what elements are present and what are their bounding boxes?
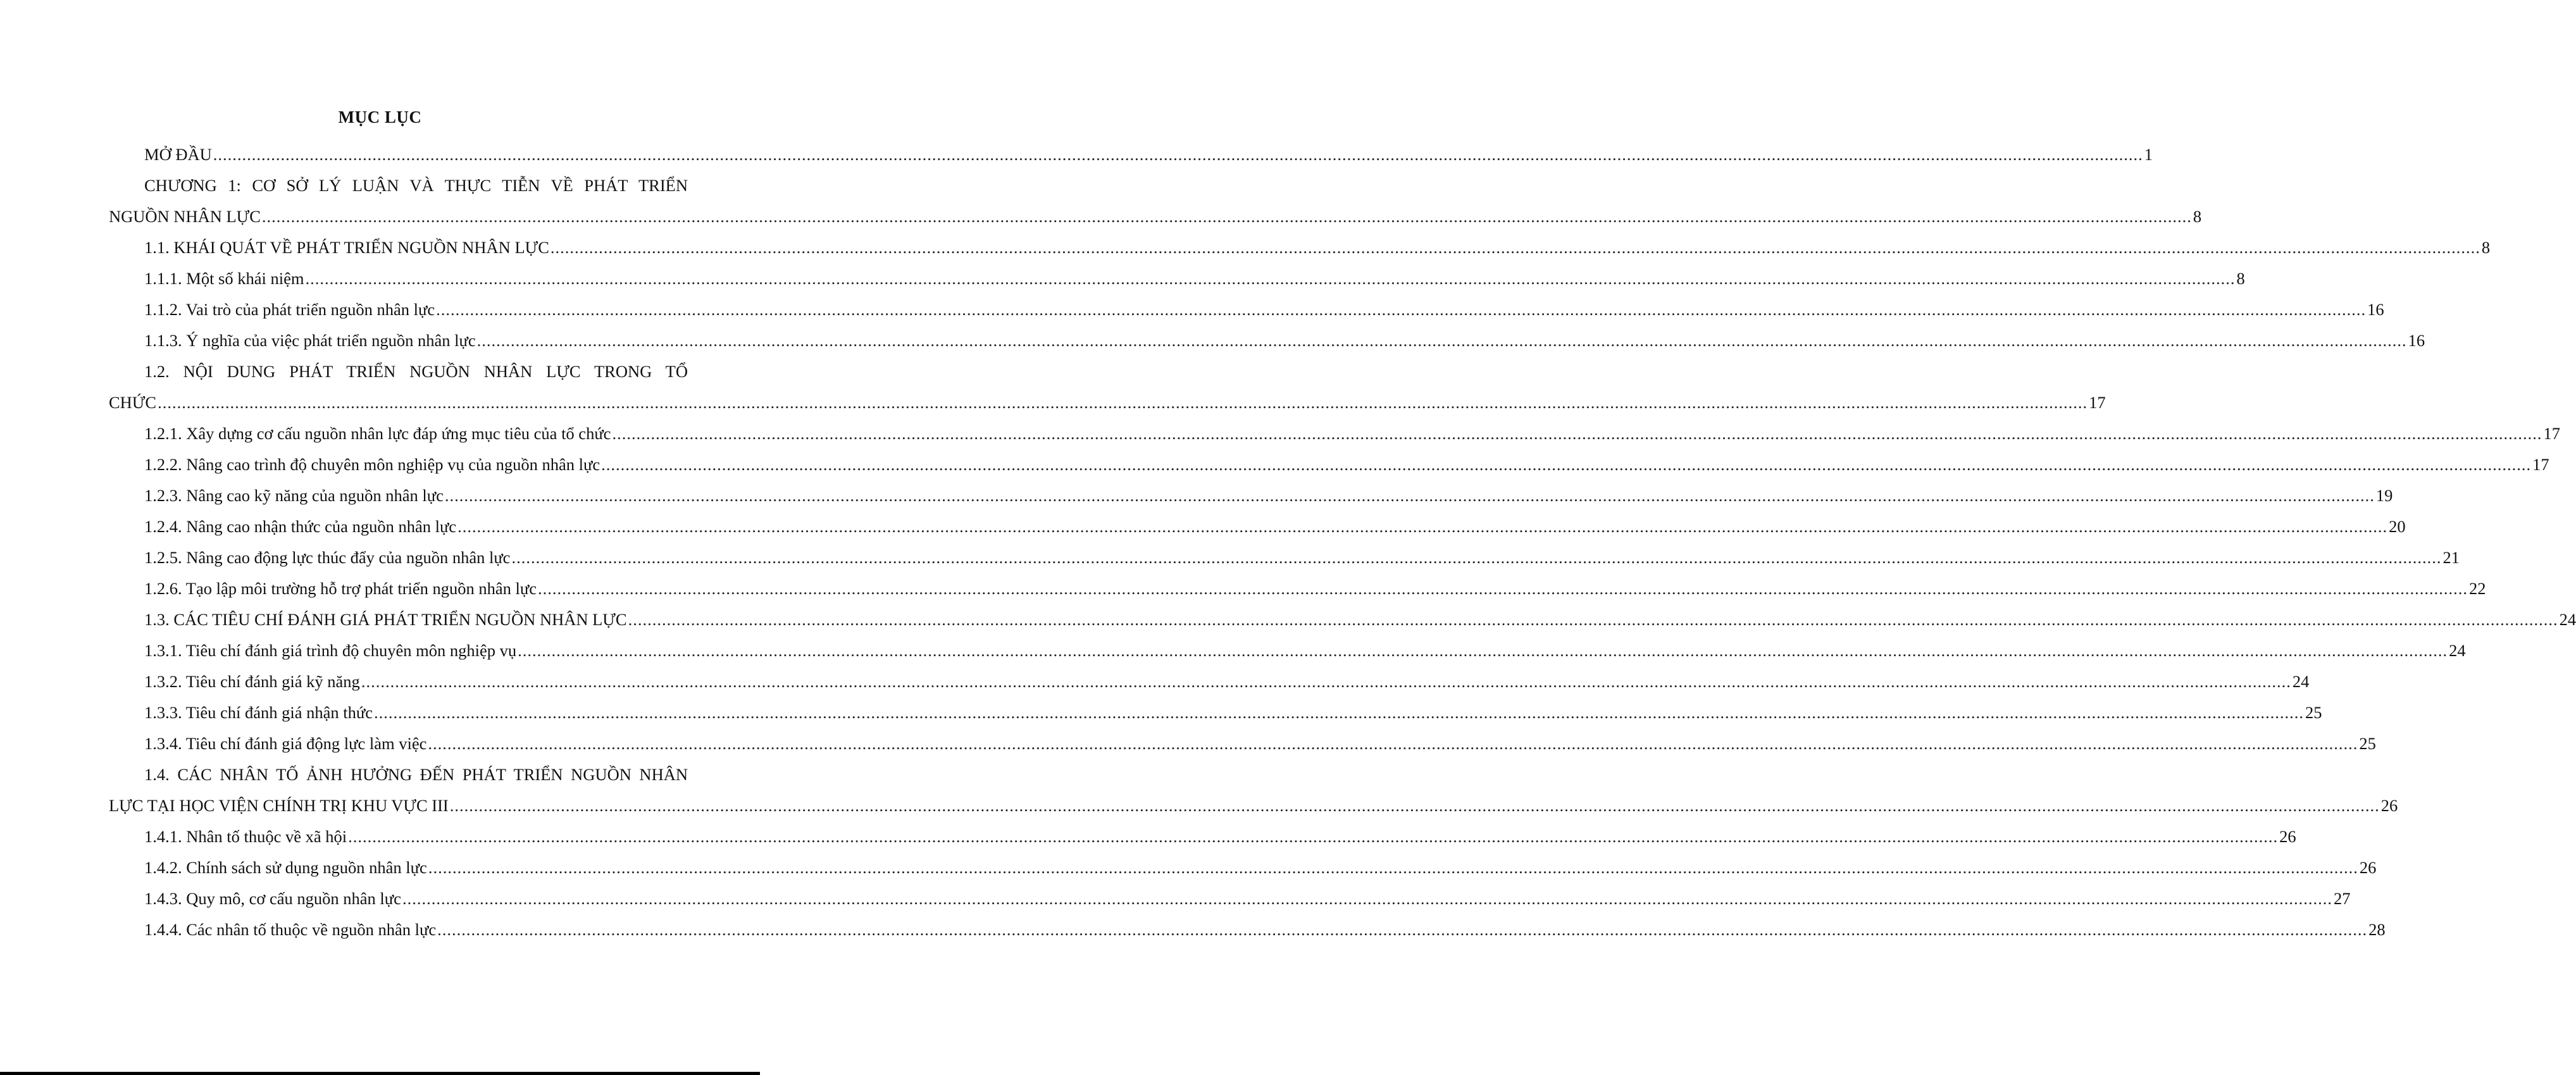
toc-leader-dots: ................................................................................................................................................................................................................................................................................................................................................................................................................: [436, 300, 2367, 319]
toc-entry[interactable]: [127, 604, 2576, 635]
toc-leader-dots: ................................................................................................................................................................................................................................................................................................................................................................................................................: [361, 672, 2291, 691]
toc-entry-label: 1.3.1. Tiêu chí đánh giá trình độ chuyên môn nghiệp vụ: [144, 641, 517, 660]
toc-entry-label: NGUỒN NHÂN LỰC: [109, 207, 261, 226]
toc-entry[interactable]: [127, 139, 2153, 170]
toc-entry[interactable]: [127, 728, 2376, 759]
toc-entry-label: 1.2.3. Nâng cao kỹ năng của nguồn nhân lực: [144, 486, 444, 505]
toc-entry-label: 1.4.1. Nhân tố thuộc về xã hội: [144, 827, 347, 846]
toc-entry[interactable]: [127, 821, 2296, 852]
toc-leader-dots: ................................................................................................................................................................................................................................................................................................................................................................................................................: [511, 548, 2442, 567]
toc-entry-label: 1.4.2. Chính sách sử dụng nguồn nhân lực: [144, 858, 427, 877]
toc-page-number: 25: [2359, 734, 2376, 753]
toc-leader-dots: ................................................................................................................................................................................................................................................................................................................................................................................................................: [628, 610, 2558, 629]
toc-entry[interactable]: [109, 356, 2106, 418]
page-bottom-edge: [0, 1072, 760, 1075]
toc-entry-label: 1.2.4. Nâng cao nhận thức của nguồn nhân lực: [144, 517, 457, 536]
toc-page-number: 16: [2408, 331, 2425, 350]
toc-entry[interactable]: [127, 635, 2466, 666]
toc-page-number: 25: [2305, 703, 2322, 722]
toc-page-number: 19: [2375, 486, 2393, 505]
toc-leader-dots: ................................................................................................................................................................................................................................................................................................................................................................................................................: [601, 455, 2532, 474]
toc-entry-label: 1.3.2. Tiêu chí đánh giá kỹ năng: [144, 672, 360, 691]
toc-entry[interactable]: [127, 883, 2351, 914]
toc-entry-label: 1.2.1. Xây dựng cơ cấu nguồn nhân lực đáp ứng mục tiêu của tổ chức: [144, 424, 611, 443]
toc-leader-dots: ................................................................................................................................................................................................................................................................................................................................................................................................................: [550, 238, 2480, 257]
toc-page-number: 24: [2292, 672, 2310, 691]
toc-leader-dots: ................................................................................................................................................................................................................................................................................................................................................................................................................: [158, 393, 2088, 412]
toc-leader-dots: ................................................................................................................................................................................................................................................................................................................................................................................................................: [457, 517, 2388, 536]
toc-page-number: 26: [2279, 827, 2296, 846]
toc-entry[interactable]: [109, 759, 2398, 821]
toc-entry-label: 1.1. KHÁI QUÁT VỀ PHÁT TRIỂN NGUỒN NHÂN LỰC: [144, 238, 549, 257]
toc-leader-dots: ................................................................................................................................................................................................................................................................................................................................................................................................................: [261, 207, 2192, 226]
toc-entry-label: 1.1.1. Một số khái niệm: [144, 269, 304, 288]
toc-leader-dots: ................................................................................................................................................................................................................................................................................................................................................................................................................: [213, 145, 2143, 164]
toc-entry-label: 1.2.2. Nâng cao trình độ chuyên môn nghiệp vụ của nguồn nhân lực: [144, 455, 600, 474]
toc-page-number: 17: [2543, 424, 2560, 443]
toc-leader-dots: ................................................................................................................................................................................................................................................................................................................................................................................................................: [518, 641, 2448, 660]
toc-page-number: 17: [2089, 393, 2106, 412]
toc-entry[interactable]: [127, 325, 2425, 356]
toc-entry-label: 1.1.2. Vai trò của phát triển nguồn nhân lực: [144, 300, 435, 319]
toc-page-number: 24: [2449, 641, 2466, 660]
toc-entry[interactable]: [127, 511, 2406, 542]
toc-leader-dots: ................................................................................................................................................................................................................................................................................................................................................................................................................: [476, 331, 2407, 350]
toc-entry-heading-line: 1.2. NỘI DUNG PHÁT TRIỂN NGUỒN NHÂN LỰC TRONG TỔ: [144, 362, 688, 381]
toc-page-number: 1: [2144, 145, 2153, 164]
toc-entry-heading-line: CHƯƠNG 1: CƠ SỞ LÝ LUẬN VÀ THỰC TIỄN VỀ PHÁT TRIỂN: [144, 176, 688, 195]
toc-entry-label: CHỨC: [109, 393, 157, 412]
toc-leader-dots: ................................................................................................................................................................................................................................................................................................................................................................................................................: [538, 579, 2468, 598]
toc-leader-dots: ................................................................................................................................................................................................................................................................................................................................................................................................................: [449, 796, 2380, 815]
toc-entry-label: 1.1.3. Ý nghĩa của việc phát triển nguồn nhân lực: [144, 331, 476, 350]
toc-leader-dots: ................................................................................................................................................................................................................................................................................................................................................................................................................: [444, 486, 2375, 505]
toc-page-number: 21: [2442, 548, 2460, 567]
toc-entry-heading-line: 1.4. CÁC NHÂN TỐ ẢNH HƯỞNG ĐẾN PHÁT TRIỂN NGUỒN NHÂN: [144, 765, 688, 784]
toc-leader-dots: ................................................................................................................................................................................................................................................................................................................................................................................................................: [428, 734, 2358, 753]
toc-page-number: 17: [2532, 455, 2549, 474]
toc-entry[interactable]: [127, 542, 2460, 573]
toc-entry[interactable]: [127, 418, 2560, 449]
toc-entry[interactable]: [127, 852, 2377, 883]
toc-entry[interactable]: [127, 449, 2549, 480]
toc-entry-label: 1.2.5. Nâng cao động lực thúc đẩy của nguồn nhân lực: [144, 548, 511, 567]
toc-entry[interactable]: [127, 914, 2386, 945]
toc-page-number: 26: [2380, 796, 2398, 815]
toc-leader-dots: ................................................................................................................................................................................................................................................................................................................................................................................................................: [437, 920, 2368, 939]
toc-page-number: 24: [2559, 610, 2576, 629]
toc-page-number: 22: [2469, 579, 2486, 598]
toc-page-number: 8: [2236, 269, 2245, 288]
toc-leader-dots: ................................................................................................................................................................................................................................................................................................................................................................................................................: [428, 858, 2358, 877]
toc-title: MỤC LỤC: [338, 108, 422, 127]
toc-entry[interactable]: [127, 480, 2393, 511]
toc-page-number: 8: [2481, 238, 2491, 257]
toc-leader-dots: ................................................................................................................................................................................................................................................................................................................................................................................................................: [374, 703, 2305, 722]
toc-entry-label: MỞ ĐẦU: [144, 145, 212, 164]
toc-page-number: 20: [2389, 517, 2406, 536]
toc-page-number: 28: [2368, 920, 2386, 939]
toc-entry[interactable]: [127, 666, 2310, 697]
toc-leader-dots: ................................................................................................................................................................................................................................................................................................................................................................................................................: [402, 889, 2332, 908]
toc-entry[interactable]: [127, 263, 2245, 294]
toc-entry[interactable]: [127, 232, 2491, 263]
toc-list: [109, 139, 2576, 945]
toc-page-number: 26: [2359, 858, 2377, 877]
toc-page-number: 27: [2333, 889, 2351, 908]
toc-entry[interactable]: [127, 573, 2486, 604]
toc-entry[interactable]: [109, 170, 2202, 232]
toc-page-number: 8: [2193, 207, 2202, 226]
toc-entry-label: LỰC TẠI HỌC VIỆN CHÍNH TRỊ KHU VỰC III: [109, 796, 449, 815]
toc-page-number: 16: [2367, 300, 2384, 319]
toc-entry-label: 1.3. CÁC TIÊU CHÍ ĐÁNH GIÁ PHÁT TRIỂN NGUỒN NHÂN LỰC: [144, 610, 627, 629]
toc-entry[interactable]: [127, 294, 2384, 325]
toc-entry-label: 1.4.4. Các nhân tố thuộc về nguồn nhân lực: [144, 920, 437, 939]
toc-leader-dots: ................................................................................................................................................................................................................................................................................................................................................................................................................: [305, 269, 2236, 288]
toc-entry-label: 1.4.3. Quy mô, cơ cấu nguồn nhân lực: [144, 889, 401, 908]
toc-entry-label: 1.2.6. Tạo lập môi trường hỗ trợ phát triển nguồn nhân lực: [144, 579, 537, 598]
toc-entry-label: 1.3.4. Tiêu chí đánh giá động lực làm việc: [144, 734, 427, 753]
toc-leader-dots: ................................................................................................................................................................................................................................................................................................................................................................................................................: [348, 827, 2279, 846]
toc-leader-dots: ................................................................................................................................................................................................................................................................................................................................................................................................................: [612, 424, 2542, 443]
toc-entry[interactable]: [127, 697, 2322, 728]
toc-entry-label: 1.3.3. Tiêu chí đánh giá nhận thức: [144, 703, 373, 722]
